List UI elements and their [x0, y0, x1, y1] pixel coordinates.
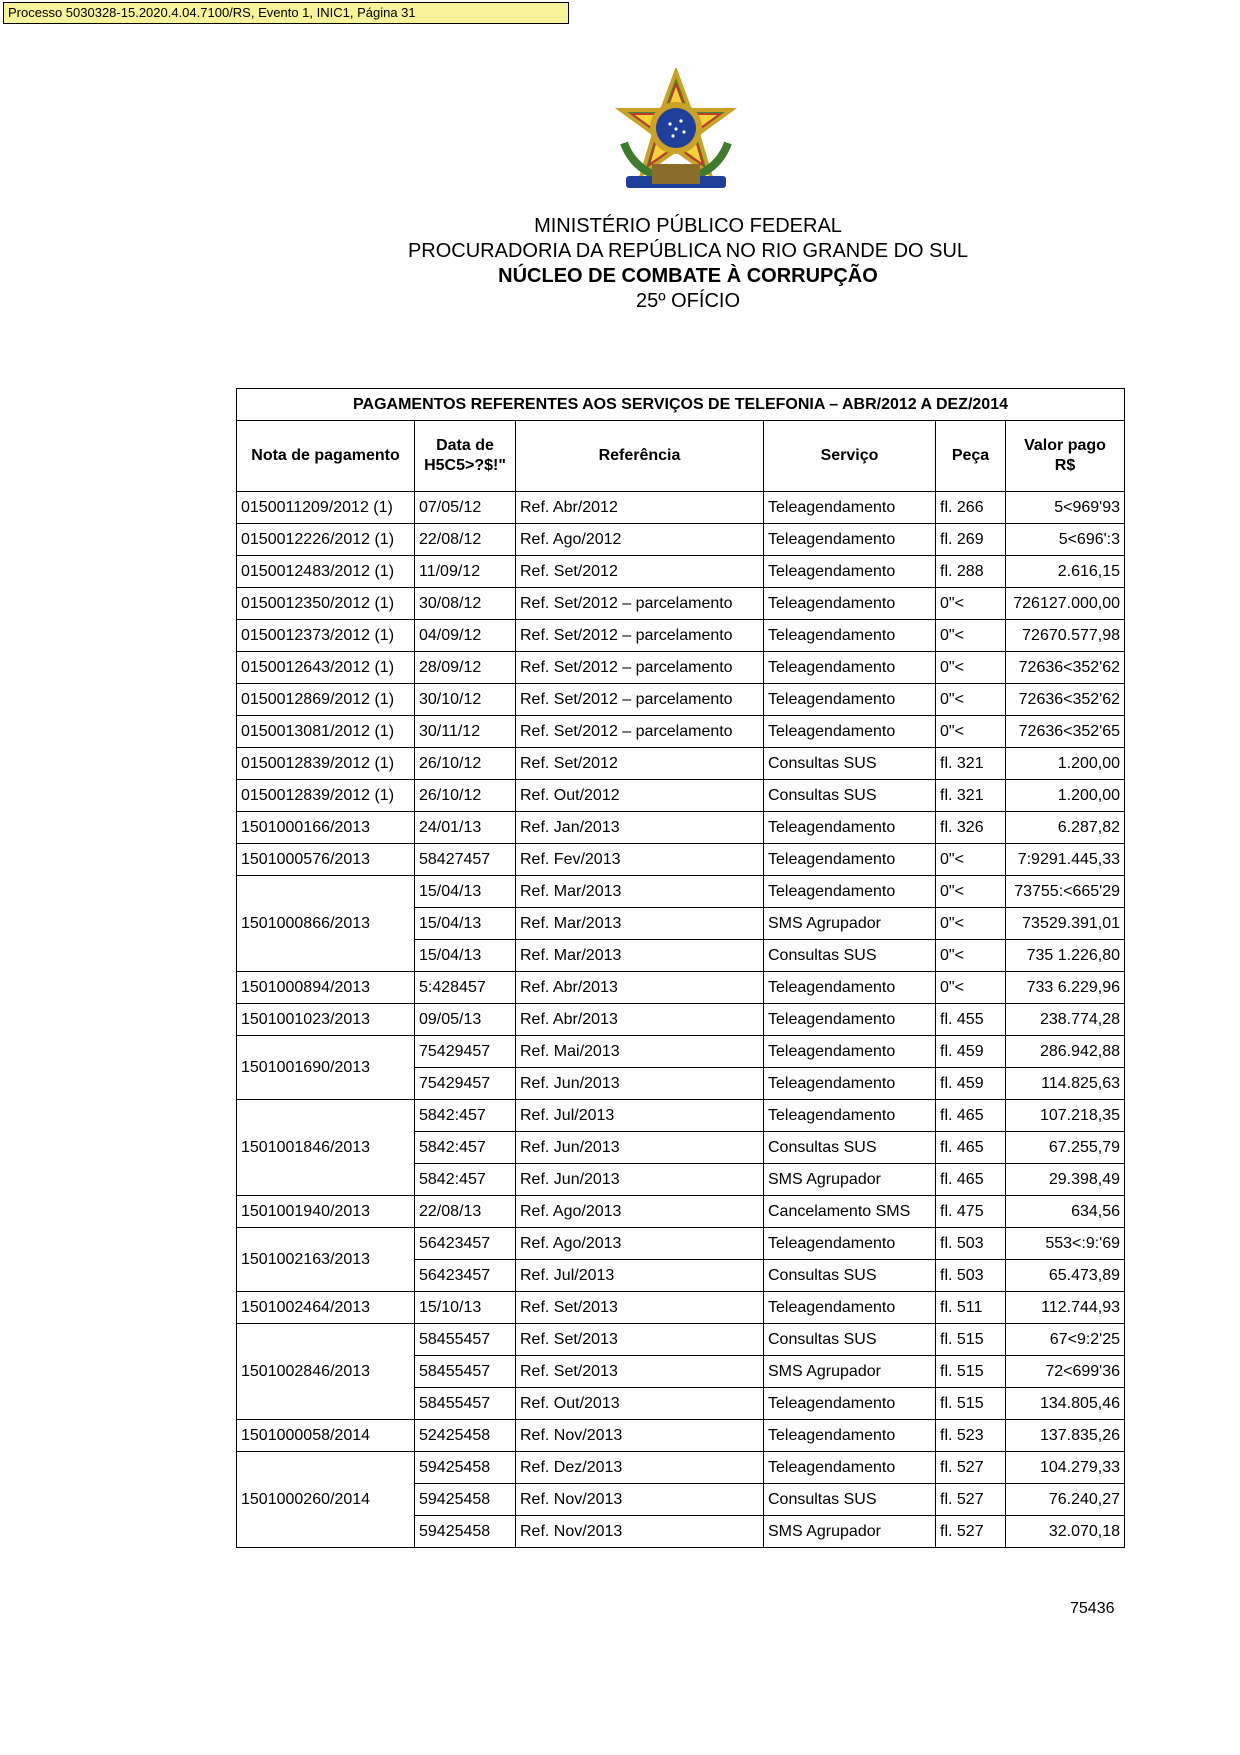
cell-nota: 0150012839/2012 (1) — [237, 748, 415, 780]
table-row — [237, 780, 1125, 812]
table-row — [237, 1100, 1125, 1132]
cell-servico: Teleagendamento — [764, 1452, 936, 1484]
table-row — [237, 620, 1125, 652]
cell-valor: 1.200,00 — [1006, 748, 1125, 780]
cell-referencia: Ref. Set/2012 – parcelamento — [516, 684, 764, 716]
process-label: Processo 5030328-15.2020.4.04.7100/RS, Evento 1, INIC1, Página 31 — [3, 2, 569, 24]
table-row — [237, 1324, 1125, 1356]
cell-referencia: Ref. Set/2013 — [516, 1292, 764, 1324]
cell-valor: 5<969'93 — [1006, 492, 1125, 524]
cell-nota: 1501001023/2013 — [237, 1004, 415, 1036]
cell-servico: SMS Agrupador — [764, 1164, 936, 1196]
coat-of-arms-icon — [606, 68, 746, 203]
cell-referencia: Ref. Set/2013 — [516, 1356, 764, 1388]
cell-servico: Consultas SUS — [764, 1132, 936, 1164]
cell-peca: fl. 503 — [936, 1228, 1006, 1260]
cell-peca: fl. 326 — [936, 812, 1006, 844]
table-row — [237, 1004, 1125, 1036]
cell-servico: SMS Agrupador — [764, 1356, 936, 1388]
cell-referencia: Ref. Jun/2013 — [516, 1164, 764, 1196]
cell-servico: Teleagendamento — [764, 684, 936, 716]
cell-data: 5842:457 — [415, 1132, 516, 1164]
cell-peca: 0"< — [936, 620, 1006, 652]
cell-peca: fl. 321 — [936, 748, 1006, 780]
cell-valor: 72<699'36 — [1006, 1356, 1125, 1388]
cell-data: 07/05/12 — [415, 492, 516, 524]
cell-valor: 29.398,49 — [1006, 1164, 1125, 1196]
table-row — [237, 556, 1125, 588]
cell-data: 09/05/13 — [415, 1004, 516, 1036]
cell-valor: 1.200,00 — [1006, 780, 1125, 812]
cell-referencia: Ref. Set/2012 — [516, 748, 764, 780]
cell-data: 5842:457 — [415, 1164, 516, 1196]
cell-servico: SMS Agrupador — [764, 1516, 936, 1548]
table-row — [237, 844, 1125, 876]
cell-peca: 0"< — [936, 940, 1006, 972]
cell-data: 59425458 — [415, 1516, 516, 1548]
table-row — [237, 524, 1125, 556]
cell-nota: 1501001846/2013 — [237, 1100, 415, 1196]
cell-data: 26/10/12 — [415, 748, 516, 780]
cell-peca: 0"< — [936, 972, 1006, 1004]
header-procuradoria: PROCURADORIA DA REPÚBLICA NO RIO GRANDE DO SUL — [407, 240, 969, 262]
cell-nota: 1501001690/2013 — [237, 1036, 415, 1100]
cell-peca: fl. 288 — [936, 556, 1006, 588]
cell-referencia: Ref. Set/2012 – parcelamento — [516, 716, 764, 748]
cell-referencia: Ref. Mar/2013 — [516, 876, 764, 908]
cell-data: 22/08/12 — [415, 524, 516, 556]
cell-referencia: Ref. Jul/2013 — [516, 1260, 764, 1292]
cell-data: 04/09/12 — [415, 620, 516, 652]
cell-referencia: Ref. Jun/2013 — [516, 1132, 764, 1164]
table-row — [237, 1036, 1125, 1068]
cell-peca: fl. 511 — [936, 1292, 1006, 1324]
cell-referencia: Ref. Abr/2013 — [516, 972, 764, 1004]
cell-nota: 0150011209/2012 (1) — [237, 492, 415, 524]
cell-data: 30/11/12 — [415, 716, 516, 748]
cell-referencia: Ref. Mar/2013 — [516, 908, 764, 940]
table-row — [237, 812, 1125, 844]
table-row — [237, 1196, 1125, 1228]
cell-valor: 107.218,35 — [1006, 1100, 1125, 1132]
col-header-data-line2: H5C5>?$!" — [424, 457, 506, 474]
cell-nota: 0150012373/2012 (1) — [237, 620, 415, 652]
table-row — [237, 748, 1125, 780]
cell-nota: 0150013081/2012 (1) — [237, 716, 415, 748]
cell-referencia: Ref. Set/2012 – parcelamento — [516, 652, 764, 684]
cell-servico: Teleagendamento — [764, 876, 936, 908]
cell-referencia: Ref. Ago/2013 — [516, 1196, 764, 1228]
cell-valor: 6.287,82 — [1006, 812, 1125, 844]
cell-servico: Teleagendamento — [764, 812, 936, 844]
cell-servico: Cancelamento SMS — [764, 1196, 936, 1228]
cell-peca: fl. 465 — [936, 1164, 1006, 1196]
table-row — [237, 972, 1125, 1004]
cell-referencia: Ref. Set/2012 — [516, 556, 764, 588]
table-row — [237, 652, 1125, 684]
cell-peca: 0"< — [936, 844, 1006, 876]
cell-peca: fl. 515 — [936, 1356, 1006, 1388]
cell-referencia: Ref. Jan/2013 — [516, 812, 764, 844]
cell-referencia: Ref. Nov/2013 — [516, 1516, 764, 1548]
cell-servico: Teleagendamento — [764, 1068, 936, 1100]
cell-servico: Teleagendamento — [764, 492, 936, 524]
cell-servico: Teleagendamento — [764, 1292, 936, 1324]
cell-servico: Teleagendamento — [764, 1100, 936, 1132]
cell-referencia: Ref. Nov/2013 — [516, 1420, 764, 1452]
cell-peca: fl. 523 — [936, 1420, 1006, 1452]
table-title: PAGAMENTOS REFERENTES AOS SERVIÇOS DE TELEFONIA – ABR/2012 A DEZ/2014 — [237, 389, 1125, 421]
cell-data: 15/04/13 — [415, 908, 516, 940]
cell-servico: Teleagendamento — [764, 556, 936, 588]
table-row — [237, 1228, 1125, 1260]
cell-valor: 286.942,88 — [1006, 1036, 1125, 1068]
cell-data: 52425458 — [415, 1420, 516, 1452]
cell-referencia: Ref. Out/2013 — [516, 1388, 764, 1420]
cell-peca: fl. 503 — [936, 1260, 1006, 1292]
cell-servico: Consultas SUS — [764, 748, 936, 780]
cell-servico: Consultas SUS — [764, 1260, 936, 1292]
col-header-data-line1: Data de — [436, 437, 494, 454]
cell-nota: 1501002163/2013 — [237, 1228, 415, 1292]
col-header-valor-line1: Valor pago — [1024, 437, 1106, 454]
cell-referencia: Ref. Jun/2013 — [516, 1068, 764, 1100]
cell-peca: fl. 465 — [936, 1132, 1006, 1164]
cell-valor: 137.835,26 — [1006, 1420, 1125, 1452]
cell-peca: fl. 465 — [936, 1100, 1006, 1132]
cell-valor: 104.279,33 — [1006, 1452, 1125, 1484]
cell-valor: 733 6.229,96 — [1006, 972, 1125, 1004]
cell-nota: 1501000894/2013 — [237, 972, 415, 1004]
table-row — [237, 492, 1125, 524]
cell-valor: 238.774,28 — [1006, 1004, 1125, 1036]
cell-valor: 72636<352'62 — [1006, 684, 1125, 716]
cell-servico: Consultas SUS — [764, 1484, 936, 1516]
cell-nota: 0150012839/2012 (1) — [237, 780, 415, 812]
cell-data: 30/10/12 — [415, 684, 516, 716]
cell-nota: 0150012643/2012 (1) — [237, 652, 415, 684]
col-header-peca: Peça — [936, 421, 1006, 492]
cell-nota: 0150012350/2012 (1) — [237, 588, 415, 620]
cell-valor: 112.744,93 — [1006, 1292, 1125, 1324]
document-header — [0, 214, 1240, 314]
cell-nota: 0150012226/2012 (1) — [237, 524, 415, 556]
cell-servico: Teleagendamento — [764, 972, 936, 1004]
cell-peca: 0"< — [936, 684, 1006, 716]
cell-peca: 0"< — [936, 876, 1006, 908]
cell-servico: Consultas SUS — [764, 780, 936, 812]
cell-nota: 1501000866/2013 — [237, 876, 415, 972]
cell-valor: 5<696':3 — [1006, 524, 1125, 556]
table-row — [237, 1420, 1125, 1452]
cell-peca: 0"< — [936, 652, 1006, 684]
cell-servico: Teleagendamento — [764, 844, 936, 876]
cell-peca: fl. 459 — [936, 1068, 1006, 1100]
col-header-data — [415, 421, 516, 492]
cell-referencia: Ref. Mar/2013 — [516, 940, 764, 972]
cell-valor: 114.825,63 — [1006, 1068, 1125, 1100]
cell-peca: 0"< — [936, 908, 1006, 940]
cell-data: 15/04/13 — [415, 940, 516, 972]
col-header-servico: Serviço — [764, 421, 936, 492]
cell-valor: 735 1.226,80 — [1006, 940, 1125, 972]
cell-valor: 134.805,46 — [1006, 1388, 1125, 1420]
cell-valor: 67<9:2'25 — [1006, 1324, 1125, 1356]
cell-peca: fl. 266 — [936, 492, 1006, 524]
table-row — [237, 1292, 1125, 1324]
cell-servico: Teleagendamento — [764, 588, 936, 620]
cell-valor: 73755:<665'29 — [1006, 876, 1125, 908]
cell-data: 75429457 — [415, 1036, 516, 1068]
payments-table-body — [237, 492, 1125, 1548]
cell-data: 75429457 — [415, 1068, 516, 1100]
cell-referencia: Ref. Nov/2013 — [516, 1484, 764, 1516]
cell-referencia: Ref. Dez/2013 — [516, 1452, 764, 1484]
cell-data: 11/09/12 — [415, 556, 516, 588]
cell-valor: 72636<352'62 — [1006, 652, 1125, 684]
payments-table — [236, 388, 1125, 1548]
cell-data: 5:428457 — [415, 972, 516, 1004]
col-header-nota: Nota de pagamento — [237, 421, 415, 492]
cell-nota: 1501000058/2014 — [237, 1420, 415, 1452]
cell-nota: 0150012483/2012 (1) — [237, 556, 415, 588]
cell-valor: 72636<352'65 — [1006, 716, 1125, 748]
cell-peca: fl. 515 — [936, 1388, 1006, 1420]
cell-data: 22/08/13 — [415, 1196, 516, 1228]
table-row — [237, 876, 1125, 908]
cell-referencia: Ref. Abr/2012 — [516, 492, 764, 524]
cell-data: 58455457 — [415, 1388, 516, 1420]
cell-nota: 1501002464/2013 — [237, 1292, 415, 1324]
col-header-valor — [1006, 421, 1125, 492]
page-number: 75436 — [1070, 1600, 1115, 1617]
cell-peca: fl. 527 — [936, 1516, 1006, 1548]
table-row — [237, 588, 1125, 620]
cell-servico: Teleagendamento — [764, 1388, 936, 1420]
cell-nota: 0150012869/2012 (1) — [237, 684, 415, 716]
cell-servico: Teleagendamento — [764, 716, 936, 748]
cell-valor: 73529.391,01 — [1006, 908, 1125, 940]
cell-data: 5842:457 — [415, 1100, 516, 1132]
cell-peca: 0"< — [936, 716, 1006, 748]
col-header-valor-line2: R$ — [1054, 457, 1076, 474]
cell-nota: 1501000260/2014 — [237, 1452, 415, 1548]
cell-servico: SMS Agrupador — [764, 908, 936, 940]
table-row — [237, 684, 1125, 716]
cell-referencia: Ref. Jul/2013 — [516, 1100, 764, 1132]
cell-servico: Consultas SUS — [764, 940, 936, 972]
cell-peca: fl. 475 — [936, 1196, 1006, 1228]
cell-referencia: Ref. Ago/2012 — [516, 524, 764, 556]
cell-nota: 1501000166/2013 — [237, 812, 415, 844]
cell-peca: fl. 269 — [936, 524, 1006, 556]
cell-data: 15/04/13 — [415, 876, 516, 908]
cell-servico: Teleagendamento — [764, 524, 936, 556]
cell-nota: 1501001940/2013 — [237, 1196, 415, 1228]
cell-nota: 1501000576/2013 — [237, 844, 415, 876]
cell-data: 58427457 — [415, 844, 516, 876]
cell-referencia: Ref. Ago/2013 — [516, 1228, 764, 1260]
cell-servico: Teleagendamento — [764, 1228, 936, 1260]
cell-data: 24/01/13 — [415, 812, 516, 844]
cell-data: 56423457 — [415, 1260, 516, 1292]
cell-valor: 634,56 — [1006, 1196, 1125, 1228]
cell-referencia: Ref. Set/2012 – parcelamento — [516, 620, 764, 652]
cell-data: 56423457 — [415, 1228, 516, 1260]
cell-referencia: Ref. Out/2012 — [516, 780, 764, 812]
cell-peca: fl. 527 — [936, 1452, 1006, 1484]
cell-valor: 7:9291.445,33 — [1006, 844, 1125, 876]
cell-referencia: Ref. Mai/2013 — [516, 1036, 764, 1068]
cell-servico: Teleagendamento — [764, 620, 936, 652]
cell-peca: fl. 515 — [936, 1324, 1006, 1356]
cell-valor: 67.255,79 — [1006, 1132, 1125, 1164]
cell-referencia: Ref. Fev/2013 — [516, 844, 764, 876]
cell-valor: 32.070,18 — [1006, 1516, 1125, 1548]
cell-data: 26/10/12 — [415, 780, 516, 812]
cell-valor: 726127.000,00 — [1006, 588, 1125, 620]
cell-servico: Teleagendamento — [764, 652, 936, 684]
cell-servico: Teleagendamento — [764, 1004, 936, 1036]
cell-data: 28/09/12 — [415, 652, 516, 684]
cell-valor: 65.473,89 — [1006, 1260, 1125, 1292]
cell-referencia: Ref. Set/2012 – parcelamento — [516, 588, 764, 620]
header-ministry: MINISTÉRIO PÚBLICO FEDERAL — [534, 215, 842, 237]
header-oficio: 25º OFÍCIO — [636, 290, 740, 312]
cell-servico: Teleagendamento — [764, 1036, 936, 1068]
cell-referencia: Ref. Set/2013 — [516, 1324, 764, 1356]
cell-referencia: Ref. Abr/2013 — [516, 1004, 764, 1036]
col-header-referencia: Referência — [516, 421, 764, 492]
cell-peca: 0"< — [936, 588, 1006, 620]
cell-peca: fl. 527 — [936, 1484, 1006, 1516]
cell-peca: fl. 321 — [936, 780, 1006, 812]
cell-servico: Teleagendamento — [764, 1420, 936, 1452]
cell-data: 15/10/13 — [415, 1292, 516, 1324]
cell-data: 30/08/12 — [415, 588, 516, 620]
cell-data: 58455457 — [415, 1356, 516, 1388]
cell-peca: fl. 459 — [936, 1036, 1006, 1068]
cell-data: 58455457 — [415, 1324, 516, 1356]
cell-data: 59425458 — [415, 1452, 516, 1484]
cell-nota: 1501002846/2013 — [237, 1324, 415, 1420]
table-row — [237, 1452, 1125, 1484]
table-row — [237, 716, 1125, 748]
cell-valor: 553<:9:'69 — [1006, 1228, 1125, 1260]
cell-data: 59425458 — [415, 1484, 516, 1516]
cell-valor: 2.616,15 — [1006, 556, 1125, 588]
header-nucleo: NÚCLEO DE COMBATE À CORRUPÇÃO — [498, 265, 878, 287]
cell-valor: 72670.577,98 — [1006, 620, 1125, 652]
cell-peca: fl. 455 — [936, 1004, 1006, 1036]
cell-servico: Consultas SUS — [764, 1324, 936, 1356]
cell-valor: 76.240,27 — [1006, 1484, 1125, 1516]
